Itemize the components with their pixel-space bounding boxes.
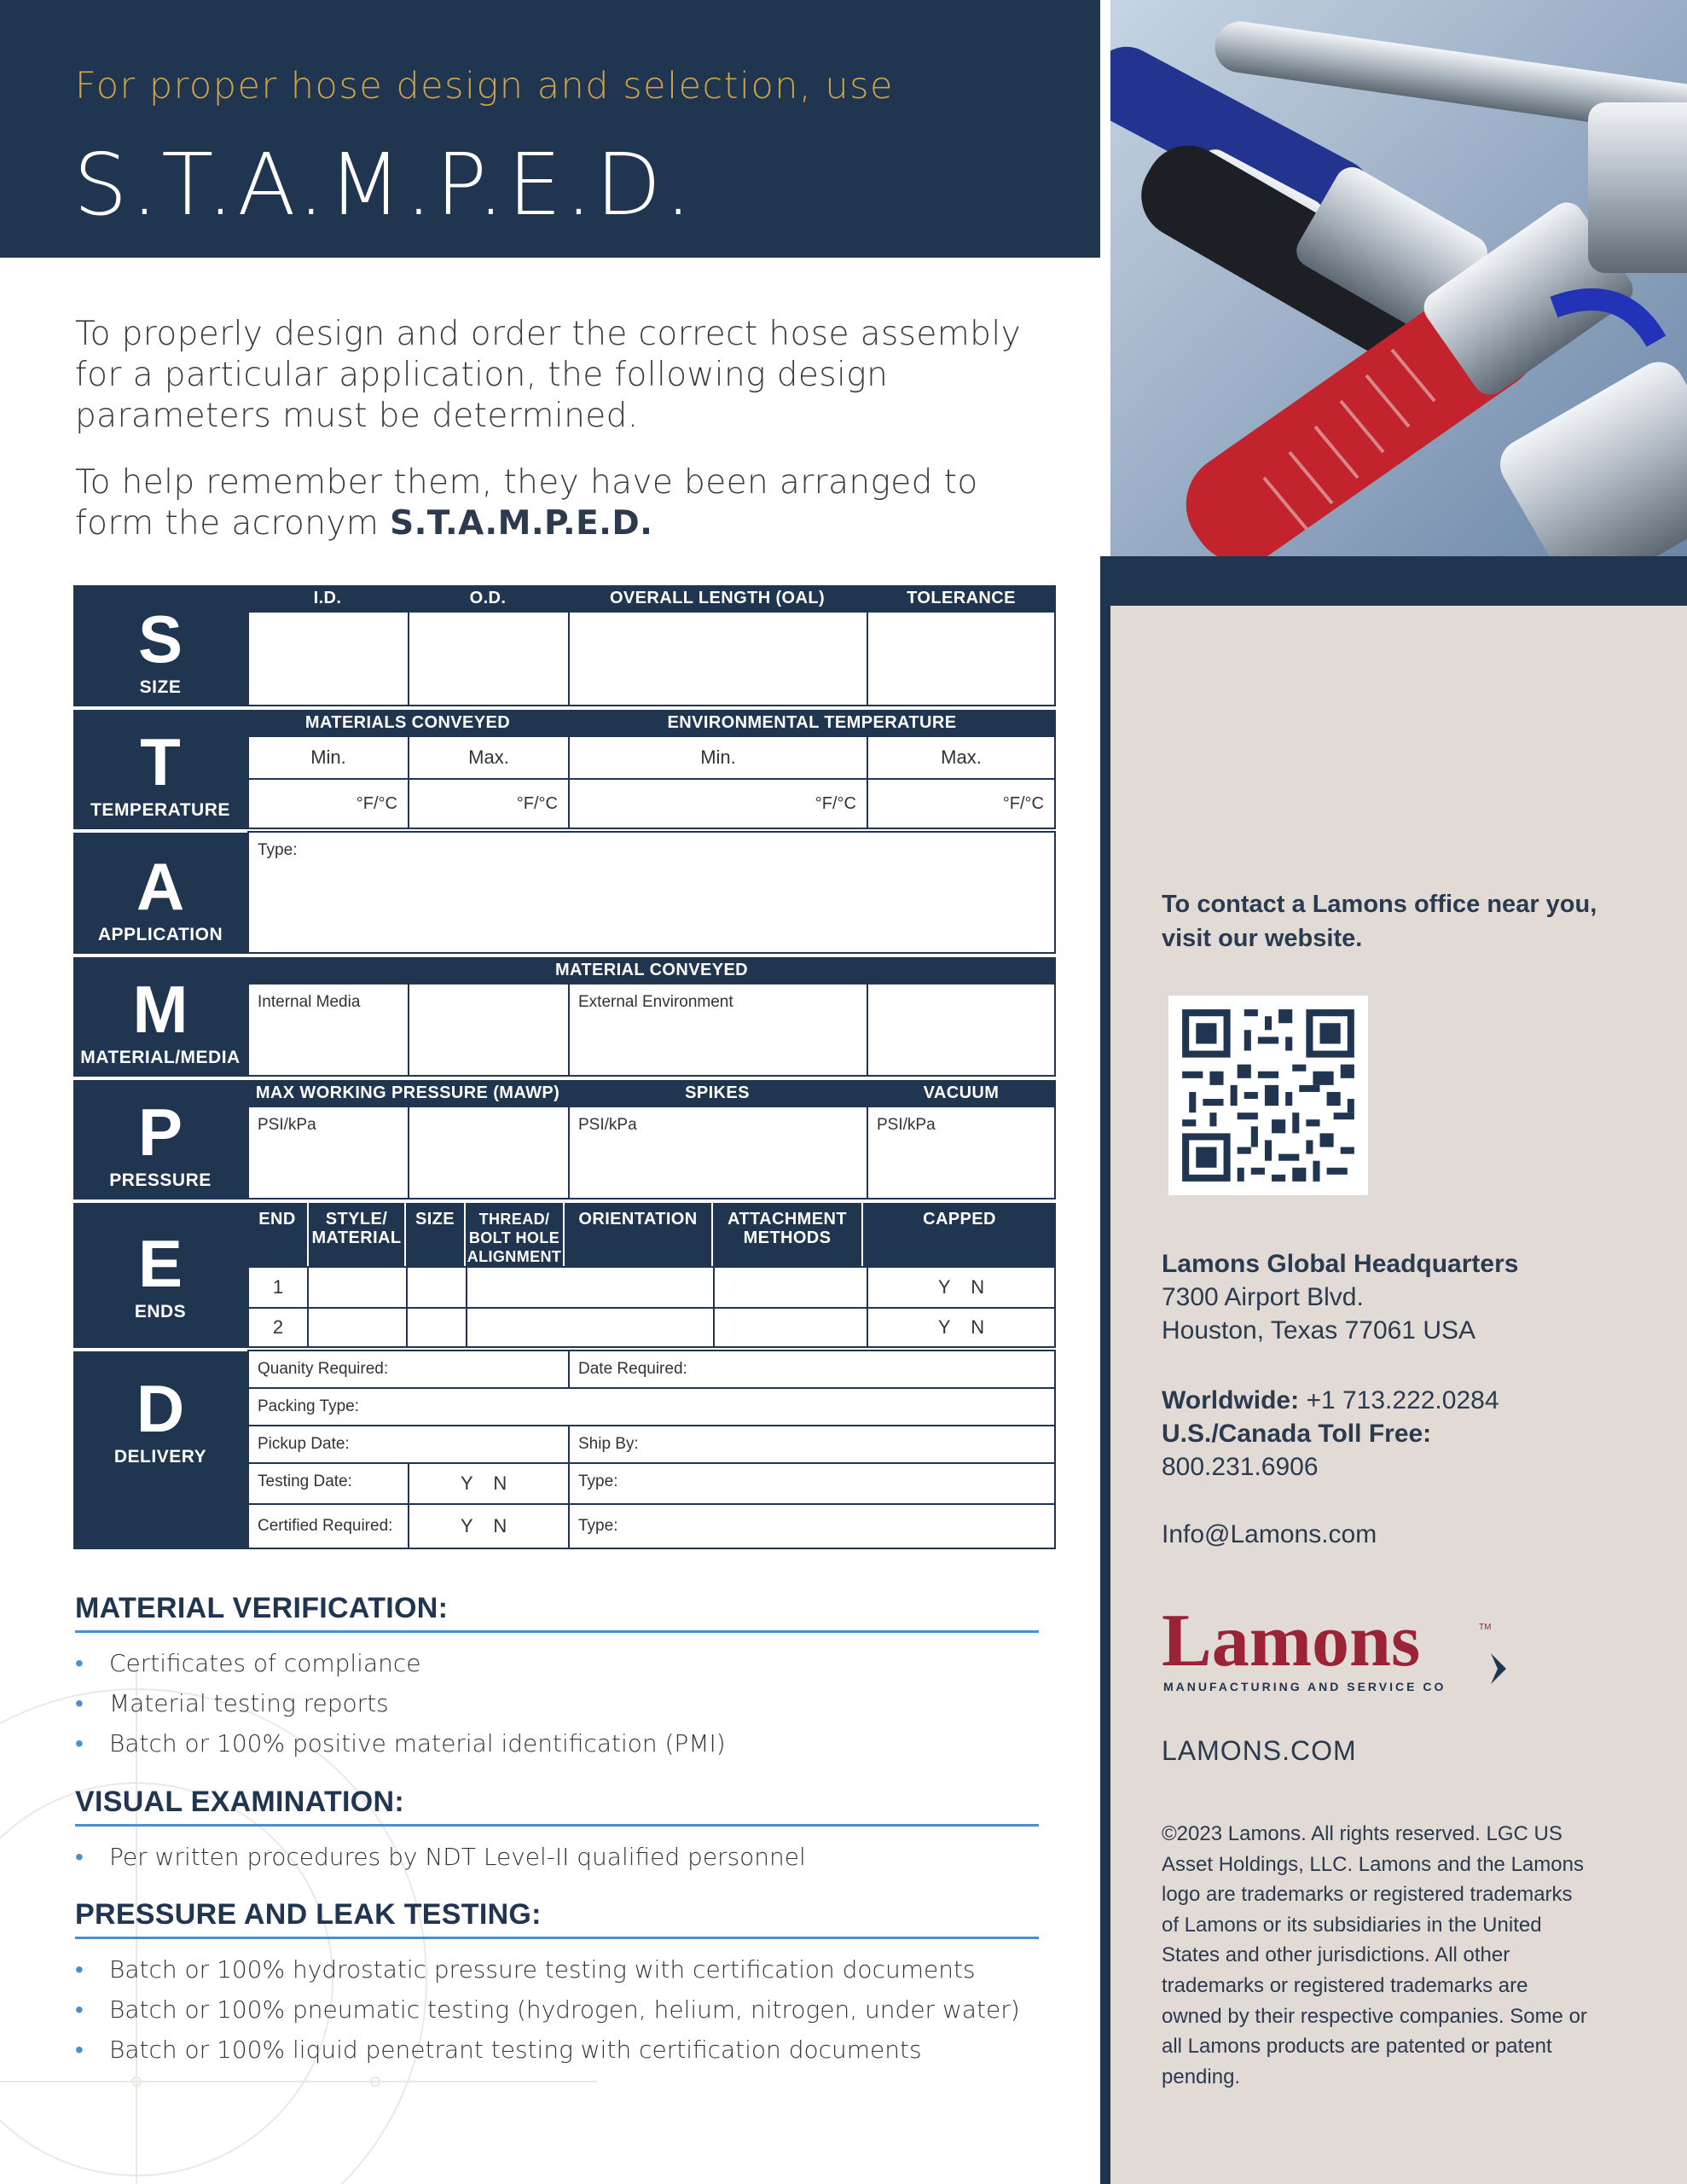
header-style-material: STYLE/ MATERIAL [309,1203,404,1266]
end-1-attachment[interactable] [713,1266,868,1309]
label-temperature: TEMPERATURE [90,800,230,820]
email-link[interactable]: Info@Lamons.com [1162,1520,1377,1548]
letter-box-ends [73,1203,247,1348]
header-title: S.T.A.M.P.E.D. [73,135,696,235]
tollfree-phone[interactable]: 800.231.6906 [1162,1453,1319,1481]
od-field[interactable] [408,611,570,706]
application-type-field[interactable]: Type: [247,831,1056,954]
internal-media-label: Internal Media [247,983,409,1077]
end-1-capped[interactable]: Y N [867,1266,1056,1309]
website-link[interactable]: LAMONS.COM [1162,1735,1357,1766]
header-tolerance: TOLERANCE [867,585,1056,611]
env-min-label: Min. [568,735,868,780]
intro-paragraph-1: To properly design and order the correct hose assembly for a particular application, the following design parameters must be determined. [75,315,1022,435]
letter-m: M [132,972,188,1047]
list-item: • Per written procedures by NDT Level-II qualified personnel [75,1837,1039,1877]
spikes-field[interactable]: PSI/kPa [568,1106,868,1199]
letter-box-size [73,585,247,706]
mawp-field-2[interactable] [408,1106,570,1199]
visual-examination-section [75,1786,1039,1877]
label-application: APPLICATION [97,925,223,944]
end-1-thread-orientation[interactable] [466,1266,715,1309]
oal-field[interactable] [568,611,868,706]
logo-wordmark: Lamons [1162,1604,1421,1682]
id-field[interactable] [247,611,409,706]
sidebar-navy-bar [1100,556,1687,606]
label-material-media: MATERIAL/MEDIA [80,1048,241,1067]
letter-box-delivery [73,1351,247,1549]
letter-box-temperature [73,710,247,829]
material-verification-section [75,1592,1039,1763]
worldwide-phone[interactable]: +1 713.222.0284 [1306,1386,1499,1414]
vacuum-field[interactable]: PSI/kPa [867,1106,1056,1199]
tollfree-label: U.S./Canada Toll Free: [1162,1420,1432,1448]
hq-address [1162,1247,1518,1347]
letter-t: T [140,724,181,799]
ship-by-field[interactable]: Ship By: [568,1425,1056,1464]
logo-trademark: TM [1479,1623,1492,1632]
header-vacuum: VACUUM [867,1080,1056,1106]
header-oal: OVERALL LENGTH (OAL) [568,585,867,611]
intro-acronym: S.T.A.M.P.E.D. [390,504,653,543]
sidebar-navy-edge [1100,556,1110,2184]
mc-max-label: Max. [408,735,570,780]
worldwide-label: Worldwide: [1162,1386,1300,1414]
end-row-2: 2 [247,1307,309,1348]
tolerance-field[interactable] [867,611,1056,706]
hq-address-line1: 7300 Airport Blvd. [1162,1283,1364,1311]
contact-text: To contact a Lamons office near you, visit our website. [1162,891,1597,952]
external-environment-field[interactable] [867,983,1056,1077]
hq-name: Lamons Global Headquarters [1162,1250,1519,1278]
list-item: • Batch or 100% hydrostatic pressure testing with certification documents [75,1949,1039,1989]
header-material-conveyed: MATERIAL CONVEYED [247,957,1056,983]
letter-box-pressure [73,1080,247,1199]
pressure-leak-testing-title: PRESSURE AND LEAK TESTING: [75,1898,1039,1939]
list-item: • Batch or 100% pneumatic testing (hydrogen, helium, nitrogen, under water) [75,1989,1039,2030]
certified-yn-field[interactable]: Y N [408,1503,570,1549]
end-2-attachment[interactable] [713,1307,868,1348]
end-2-size[interactable] [406,1307,467,1348]
testing-type-field[interactable]: Type: [568,1462,1056,1505]
header-attachment: ATTACHMENT METHODS [713,1203,861,1266]
letter-d: D [136,1371,185,1446]
end-2-style[interactable] [307,1307,408,1348]
end-row-1: 1 [247,1266,309,1309]
letter-box-material [73,957,247,1077]
hose-photo [1110,0,1687,556]
header-mawp: MAX WORKING PRESSURE (MAWP) [247,1080,568,1106]
external-environment-label: External Environment [568,983,868,1077]
quantity-required-field[interactable]: Quanity Required: [247,1350,570,1389]
label-size: SIZE [139,677,182,697]
label-pressure: PRESSURE [109,1170,212,1190]
testing-date-label: Testing Date: [247,1462,409,1505]
header-capped: CAPPED [863,1203,1056,1266]
label-delivery: DELIVERY [113,1447,207,1467]
page-header [0,0,1100,258]
intro-text: To help remember them, they have been arranged to form the acronym [75,463,978,543]
list-item: • Batch or 100% liquid penetrant testing with certification documents [75,2030,1039,2070]
header-environmental-temperature: ENVIRONMENTAL TEMPERATURE [568,710,1056,735]
env-min-field[interactable]: °F/°C [568,778,868,829]
certified-required-label: Certified Required: [247,1503,409,1549]
mc-max-field[interactable]: °F/°C [408,778,570,829]
header-thread: THREAD/ BOLT HOLE ALIGNMENT [466,1203,563,1266]
env-max-label: Max. [867,735,1056,780]
intro-paragraph-2 [75,462,1047,544]
packing-type-field[interactable]: Packing Type: [247,1387,1056,1426]
list-item: • Material testing reports [75,1683,1039,1723]
letter-a: A [136,849,185,924]
list-item: • Certificates of compliance [75,1643,1039,1683]
qr-code-icon[interactable] [1168,996,1368,1195]
header-end: END [247,1203,307,1266]
stamped-form [73,585,1056,1549]
internal-media-field[interactable] [408,983,570,1077]
list-item: • Batch or 100% positive material identification (PMI) [75,1723,1039,1763]
phone-numbers [1162,1384,1499,1484]
pickup-date-field[interactable]: Pickup Date: [247,1425,570,1464]
letter-s: S [137,601,183,677]
end-1-style[interactable] [307,1266,408,1309]
mc-min-label: Min. [247,735,409,780]
pressure-leak-testing-section [75,1898,1039,2070]
header-orientation: ORIENTATION [565,1203,711,1266]
lamons-logo [1162,1604,1520,1698]
env-max-field[interactable]: °F/°C [867,778,1056,829]
letter-e: E [137,1226,183,1301]
certified-type-field[interactable]: Type: [568,1503,1056,1549]
header-subtitle: For proper hose design and selection, use [75,65,894,107]
letter-box-application [73,833,247,954]
visual-examination-title: VISUAL EXAMINATION: [75,1786,1039,1827]
header-size: SIZE [406,1203,464,1266]
header-id: I.D. [247,585,408,611]
header-materials-conveyed: MATERIALS CONVEYED [247,710,568,735]
end-2-capped[interactable]: Y N [867,1307,1056,1348]
header-spikes: SPIKES [568,1080,867,1106]
label-ends: ENDS [134,1302,187,1321]
mawp-field[interactable]: PSI/kPa [247,1106,409,1199]
header-od: O.D. [408,585,568,611]
material-verification-title: MATERIAL VERIFICATION: [75,1592,1039,1633]
mc-min-field[interactable]: °F/°C [247,778,409,829]
end-1-size[interactable] [406,1266,467,1309]
logo-tagline: MANUFACTURING AND SERVICE CO [1163,1680,1446,1693]
date-required-field[interactable]: Date Required: [568,1350,1056,1389]
testing-yn-field[interactable]: Y N [408,1462,570,1505]
hq-address-line2: Houston, Texas 77061 USA [1162,1316,1476,1345]
letter-p: P [137,1095,183,1170]
end-2-thread-orientation[interactable] [466,1307,715,1348]
legal-notice: ©2023 Lamons. All rights reserved. LGC US Asset Holdings, LLC. Lamons and the Lamons logo are trademarks or registered trademarks of Lamons or its subsidiaries in the United States and other jurisdictions. All other trademarks or registered trademarks are owned by their respective companies. Some or all Lamons products are patented or patent pending. [1162,1822,1587,2088]
